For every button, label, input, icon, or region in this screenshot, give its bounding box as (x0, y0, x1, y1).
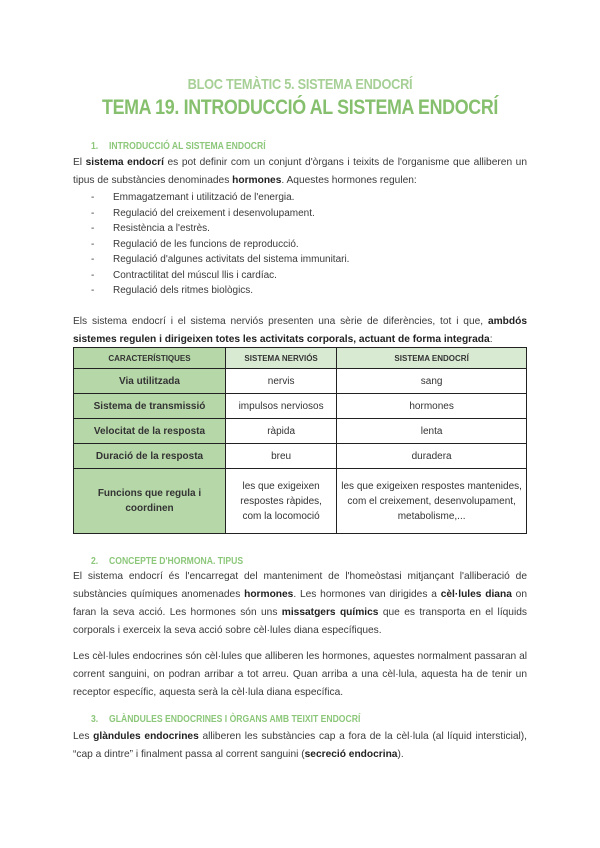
section-1-heading (91, 140, 266, 152)
section-2-paragraph-2: Les cèl·lules endocrines són cèl·lules que alliberen les hormones, aquestes normalment passaran al corrent sanguini, on podran arribar a tot arreu. Quan arriba a una cèl·lula, aquesta ha de tenir un receptor específic, aquesta serà la cèl·lula diana específica. (73, 651, 527, 698)
list-item: - Emmagatzemant i utilització de l'energia. (91, 192, 295, 203)
section-number: 2. (91, 555, 99, 567)
table-row (74, 419, 527, 444)
list-item: - Resistència a l'estrès. (91, 223, 210, 234)
header-cell: CARACTERÍSTIQUES (74, 348, 226, 369)
row-label: Funcions que regula i coordinen (74, 469, 226, 534)
cell: nervis (226, 369, 337, 394)
section-title: CONCEPTE D'HORMONA. TIPUS (109, 555, 244, 567)
table-row (74, 444, 527, 469)
cell: ràpida (226, 419, 337, 444)
row-label: Velocitat de la resposta (74, 419, 226, 444)
list-item: - Contractilitat del múscul llis i cardíac. (91, 269, 277, 281)
table-row (74, 469, 527, 534)
list-item: - Regulació dels ritmes biològics. (91, 285, 254, 296)
table-row (74, 394, 527, 419)
section-1-paragraph-1: El sistema endocrí es pot definir com un conjunt d'òrgans i teixits de l'organisme que alliberen un tipus de substàncies denominades hormones. Aquestes hormones regulen: (73, 157, 528, 186)
table-header-row (74, 348, 527, 369)
header-cell: SISTEMA ENDOCRÍ (337, 348, 527, 369)
section-2-heading (91, 555, 243, 567)
cell: breu (226, 444, 337, 469)
row-label: Sistema de transmissió (74, 394, 226, 419)
cell: impulsos nerviosos (226, 394, 337, 419)
tema-title: TEMA 19. INTRODUCCIÓ AL SISTEMA ENDOCRÍ (102, 96, 498, 119)
cell: duradera (337, 444, 527, 469)
section-2-paragraph-1: El sistema endocrí és l'encarregat del manteniment de l'homeòstasi mitjançant l'alliberació de substàncies químiques anomenades hormones. Les hormones van dirigides a cèl·lules diana on faran la seva acció. Les hormones són uns missatgers químics que es transporta en el líquids corporals i exerceix la seva acció sobre cèl·lules diana específiques. (73, 571, 527, 636)
cell: les que exigeixen respostes mantenides, com el creixement, desenvolupament, metabolisme,... (337, 469, 527, 534)
cell: hormones (337, 394, 527, 419)
row-label: Duració de la resposta (74, 444, 226, 469)
section-number: 1. (91, 140, 99, 152)
bloc-title: BLOC TEMÀTIC 5. SISTEMA ENDOCRÍ (187, 76, 413, 93)
section-number: 3. (91, 713, 99, 725)
comparison-table (73, 347, 527, 534)
cell: lenta (337, 419, 527, 444)
list-item: - Regulació d'algunes activitats del sistema immunitari. (91, 254, 350, 265)
section-3-paragraph-1: Les glàndules endocrines alliberen les substàncies cap a fora de la cèl·lula (al líquid intersticial), “cap a dintre” i finalment passa al corrent sanguini (secreció endocrina). (73, 731, 528, 760)
row-label: Via utilitzada (74, 369, 226, 394)
section-3-heading (91, 713, 360, 725)
section-1-paragraph-2: Els sistema endocrí i el sistema nerviós presenten una sèrie de diferències, tot i que, ambdós sistemes regulen i dirigeixen totes les activitats corporals, actuant de forma integrada: (73, 316, 527, 345)
hormone-functions-list (91, 190, 349, 299)
header-cell: SISTEMA NERVIÓS (226, 348, 337, 369)
section-title: GLÀNDULES ENDOCRINES I ÒRGANS AMB TEIXIT ENDOCRÍ (109, 713, 361, 725)
list-item: - Regulació del creixement i desenvolupament. (91, 207, 315, 219)
cell: les que exigeixen respostes ràpides, com la locomoció (226, 469, 337, 534)
table-row (74, 369, 527, 394)
cell: sang (337, 369, 527, 394)
list-item: - Regulació de les funcions de reproducció. (91, 238, 299, 250)
section-title: INTRODUCCIÓ AL SISTEMA ENDOCRÍ (109, 140, 266, 152)
